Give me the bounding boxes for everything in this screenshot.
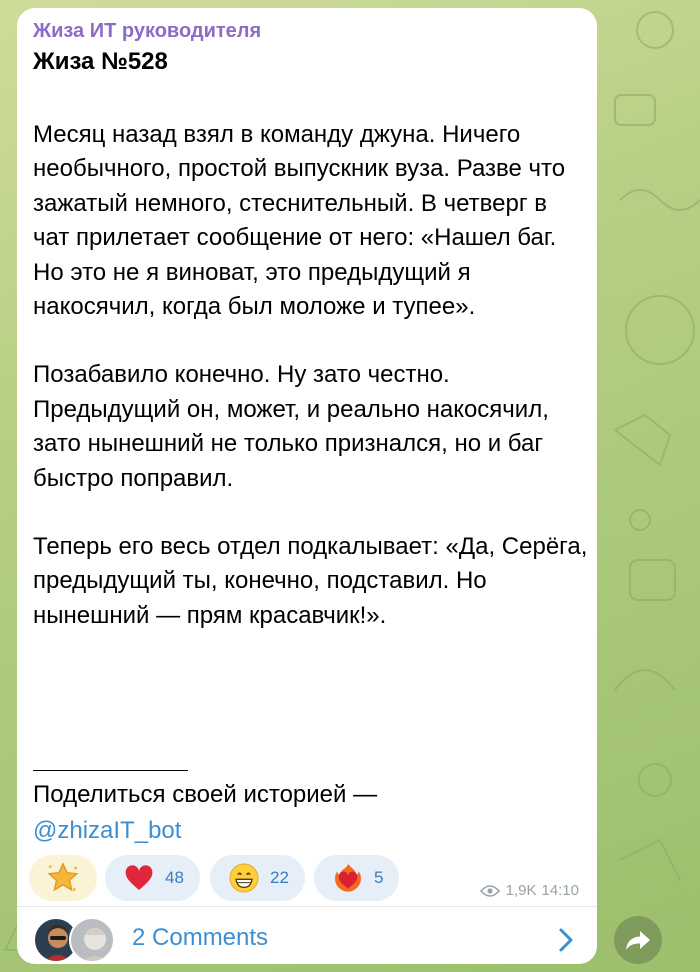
message-paragraph: Позабавило конечно. Ну зато честно. Предыдущий он, может, и реально накосячил, зато нынешний не только признался, но и баг быстро поправил.: [33, 361, 549, 492]
grin-icon: [228, 862, 260, 894]
star-icon: [46, 861, 80, 895]
eye-icon: [480, 884, 500, 898]
comments-divider: [17, 906, 597, 907]
message-paragraph: Месяц назад взял в команду джуна. Ничего необычного, простой выпускник вуза. Разве что зажатый немного, стеснительный. В четверг в чат прилетает сообщение от него: «Нашел баг. Но это не я виноват, это предыдущий я накосячил, когда был моложе и тупее».: [33, 121, 566, 321]
message-bubble: [17, 8, 597, 964]
star-reaction[interactable]: [29, 855, 97, 901]
message-body: [33, 118, 588, 667]
forward-icon: [625, 929, 651, 951]
reaction-count: 22: [270, 868, 289, 887]
view-count: 1,9K: [505, 882, 537, 899]
share-prompt: Поделиться своей историей —: [33, 781, 378, 808]
avatar[interactable]: [69, 917, 115, 963]
message-meta: [480, 882, 579, 899]
comments-button[interactable]: 2 Comments: [132, 924, 269, 951]
chevron-right-icon[interactable]: [557, 926, 575, 954]
message-paragraph: Теперь его весь отдел подкалывает: «Да, Серёга, предыдущий ты, конечно, подставил. Но нынешний — прям красавчик!».: [33, 533, 588, 629]
reaction-count: 48: [165, 868, 184, 887]
reaction-heart[interactable]: [105, 855, 200, 901]
heart-on-fire-icon: [332, 862, 364, 894]
channel-name[interactable]: Жиза ИТ руководителя: [33, 20, 262, 42]
post-title: Жиза №528: [33, 48, 168, 75]
reaction-count: 5: [374, 868, 384, 887]
reaction-grin[interactable]: [210, 855, 305, 901]
forward-button[interactable]: [614, 916, 662, 964]
reaction-heart-on-fire[interactable]: [314, 855, 399, 901]
message-time: 14:10: [541, 882, 579, 899]
bot-link[interactable]: @zhizaIT_bot: [33, 817, 182, 844]
text-divider: [33, 770, 188, 771]
heart-icon: [123, 862, 155, 894]
